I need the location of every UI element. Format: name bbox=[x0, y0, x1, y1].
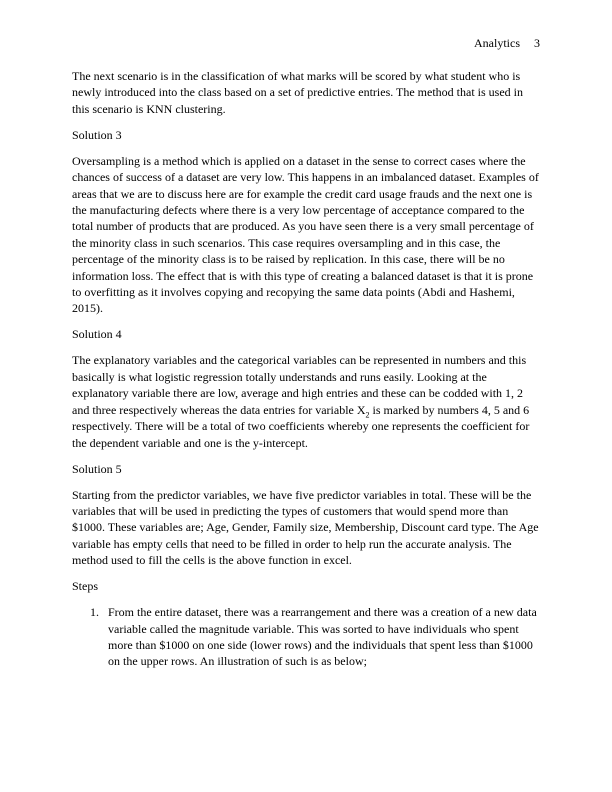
solution-4-heading: Solution 4 bbox=[72, 327, 122, 342]
solution-3-paragraph: Oversampling is a method which is applied on a dataset in the sense to correct cases where the chances of success of a dataset are very low. This happens in an imbalanced dataset. Examples of areas that we are to discuss here are for example the credit card usage frauds and the next one is the manufacturing defects where there is a very low percentage of acceptance compared to the total number of products that are produced. As you have seen there is a very small percentage of the minority class in such scenarios. This case requires oversampling and in this case, the percentage of the minority class is to be raised by replication. In this case, there will be no information loss. The effect that is with this type of creating a balanced dataset is that it is prone to overfitting as it involves copying and recopying the same data points (Abdi and Hashemi, 2015). bbox=[72, 153, 539, 316]
step-text: From the entire dataset, there was a rearrangement and there was a creation of a new data variable called the magnitude variable. This was sorted to have individuals who spent more than $1000 on one side (lower rows) and the individuals that spent less than $1000 on the upper rows. An illustration of such is as below; bbox=[108, 605, 537, 669]
steps-heading: Steps bbox=[72, 579, 99, 594]
page-header bbox=[474, 35, 540, 51]
running-head: Analytics bbox=[474, 36, 520, 50]
solution-5-heading: Solution 5 bbox=[72, 461, 122, 476]
solution-4-text-a: The explanatory variables and the categorical variables can be represented in numbers and this basically is what logistic regression totally understands and runs easily. Looking at the explanatory variable there are low, average and high entries and these can be codded with 1, 2 and three respectively whereas the data entries for variable X bbox=[72, 353, 527, 417]
step-number: 1. bbox=[90, 605, 99, 620]
solution-4-text-b: is marked by numbers 4, 5 and 6 respectively. There will be a total of two coefficients whereby one represents the coefficient for the dependent variable and one is the y-intercept. bbox=[72, 402, 530, 450]
intro-paragraph: The next scenario is in the classification of what marks will be scored by what student who is newly introduced into the class based on a set of predictive entries. The method that is used in this scenario is KNN clustering. bbox=[72, 69, 523, 116]
solution-4-paragraph bbox=[72, 352, 540, 450]
variable-subscript: 2 bbox=[365, 410, 370, 420]
solution-3-heading: Solution 3 bbox=[72, 127, 122, 142]
list-item bbox=[72, 604, 540, 670]
page-number: 3 bbox=[534, 36, 540, 50]
steps-list bbox=[72, 604, 540, 670]
document-body bbox=[72, 68, 540, 670]
solution-5-paragraph: Starting from the predictor variables, we have five predictor variables in total. These will be the variables that will be used in predicting the types of customers that would spend more than $1000. These variables are; Age, Gender, Family size, Membership, Discount card type. The Age variable has empty cells that need to be filled in order to help run the accurate analysis. The method used to fill the cells is the above function in excel. bbox=[72, 487, 539, 568]
